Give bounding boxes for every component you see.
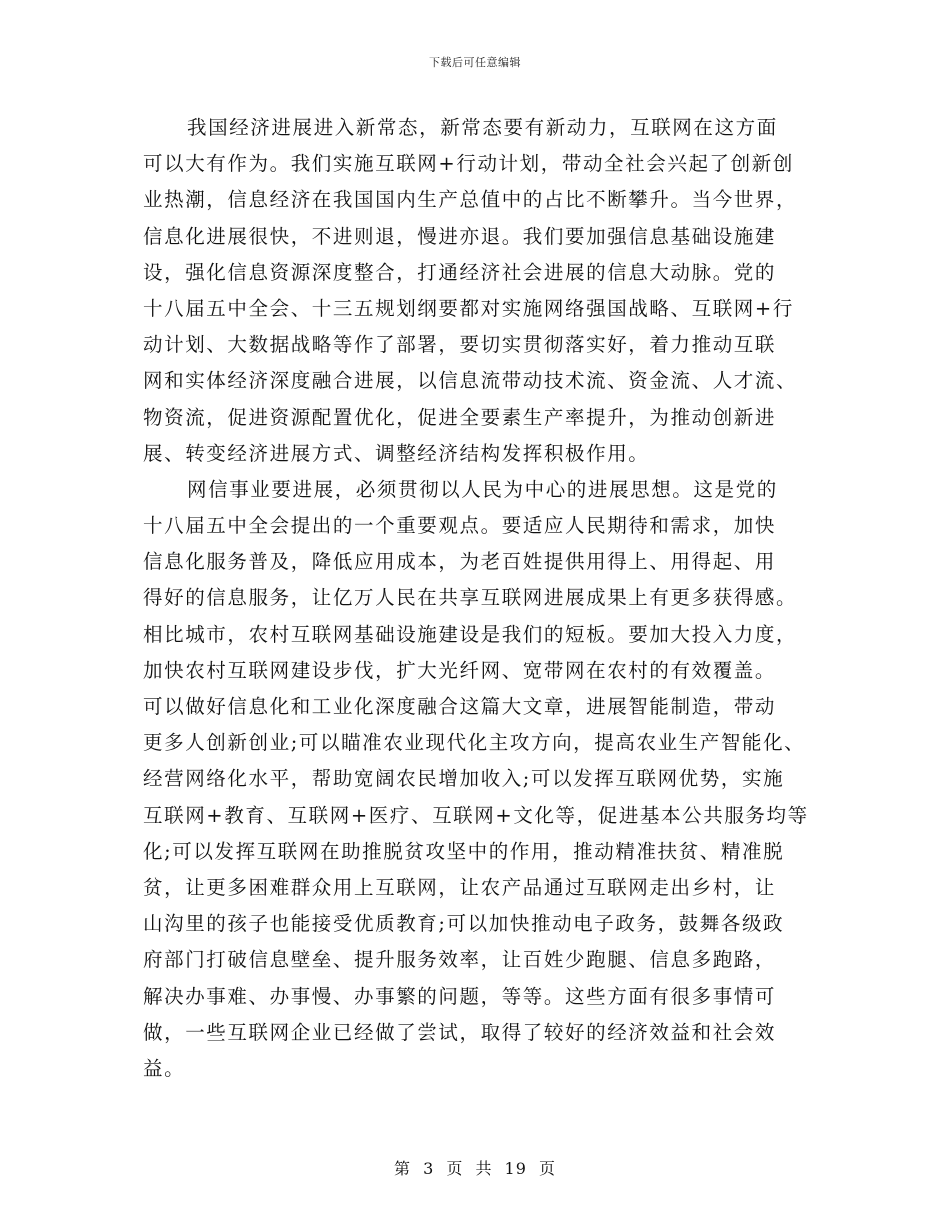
text-line: 十八届五中全会提出的一个重要观点。要适应人民期待和需求，加快 (143, 514, 777, 538)
text-line: 可以做好信息化和工业化深度融合这篇大文章，进展智能制造，带动 (143, 695, 777, 718)
text-line: 做，一些互联网企业已经做了尝试，取得了较好的经济效益和社会效 (143, 1020, 777, 1044)
text-line: 网和实体经济深度融合进展，以信息流带动技术流、资金流、人才流、 (143, 369, 798, 393)
text-line: 十八届五中全会、十三五规划纲要都对实施网络强国战略、互联网+行 (143, 296, 794, 320)
text-line: 相比城市，农村互联网基础设施建设是我们的短板。要加大投入力度， (143, 622, 798, 646)
text-line: 可以大有作为。我们实施互联网+行动计划，带动全社会兴起了创新创 (143, 152, 794, 176)
text-line: 业热潮，信息经济在我国国内生产总值中的占比不断攀升。当今世界， (143, 188, 798, 212)
text-line: 贫，让更多困难群众用上互联网，让农产品通过互联网走出乡村，让 (143, 875, 777, 899)
text-line: 益。 (143, 1056, 186, 1080)
header-note: 下载后可任意编辑 (429, 56, 521, 69)
text-line: 动计划、大数据战略等作了部署，要切实贯彻落实好，着力推动互联 (143, 333, 777, 357)
text-line: 加快农村互联网建设步伐，扩大光纤网、宽带网在农村的有效覆盖。 (143, 658, 777, 682)
text-line: 信息化服务普及，降低应用成本，为老百姓提供用得上、用得起、用 (143, 550, 777, 574)
text-line: 互联网+教育、互联网+医疗、互联网+文化等，促进基本公共服务均等 (143, 803, 809, 827)
page-number: 第 3 页 共 19 页 (394, 1159, 556, 1178)
text-line: 化;可以发挥互联网在助推脱贫攻坚中的作用，推动精准扶贫、精准脱 (143, 839, 785, 863)
text-line: 经营网络化水平，帮助宽阔农民增加收入;可以发挥互联网优势，实施 (143, 767, 785, 791)
text-line: 物资流，促进资源配置优化，促进全要素生产率提升，为推动创新进 (143, 405, 777, 429)
text-line: 信息化进展很快，不进则退，慢进亦退。我们要加强信息基础设施建 (143, 224, 777, 248)
text-line: 得好的信息服务，让亿万人民在共享互联网进展成果上有更多获得感。 (143, 586, 798, 610)
text-line: 设，强化信息资源深度整合，打通经济社会进展的信息大动脉。党的 (143, 260, 777, 284)
text-line: 网信事业要进展，必须贯彻以人民为中心的进展思想。这是党的 (187, 477, 778, 501)
text-line: 展、转变经济进展方式、调整经济结构发挥积极作用。 (143, 441, 650, 465)
text-line: 山沟里的孩子也能接受优质教育;可以加快推动电子政务，鼓舞各级政 (143, 912, 785, 936)
text-line: 更多人创新创业;可以瞄准农业现代化主攻方向，提高农业生产智能化、 (143, 731, 806, 755)
text-line: 解决办事难、办事慢、办事繁的问题，等等。这些方面有很多事情可 (143, 984, 777, 1008)
text-line: 我国经济进展进入新常态，新常态要有新动力，互联网在这方面 (187, 116, 778, 139)
text-line: 府部门打破信息壁垒、提升服务效率，让百姓少跑腿、信息多跑路， (143, 948, 777, 972)
document-body (143, 110, 809, 1087)
